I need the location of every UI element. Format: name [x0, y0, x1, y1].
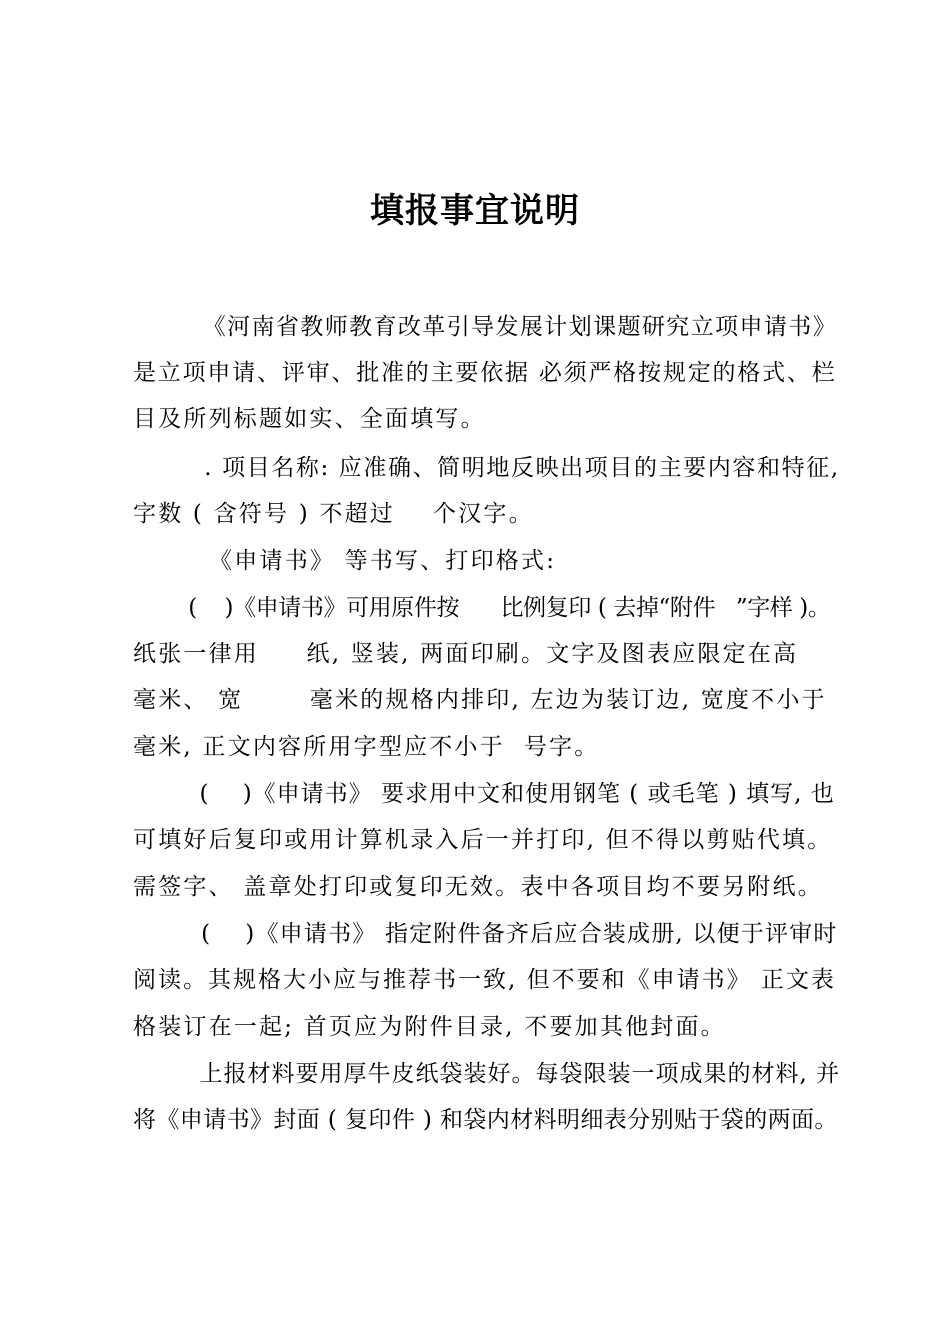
paragraph-line: 需签字、 盖章处打印或复印无效。表中各项目均不要另附纸。 [133, 874, 823, 900]
page-title: 填报事宜说明 [370, 191, 580, 231]
paragraph-line: ( )《申请书》可用原件按 比例复印 ( 去掉“附件 ”字样 )。 [133, 595, 831, 621]
paragraph-line: 毫米、 宽 毫米的规格内排印, 左边为装订边, 宽度不小于 [133, 687, 827, 713]
paragraph-line: 格装订在一起; 首页应为附件目录, 不要加其他封面。 [133, 1014, 726, 1040]
paragraph-line: ( )《申请书》 要求用中文和使用钢笔 ( 或毛笔 ) 填写, 也 [133, 781, 835, 807]
paragraph-line: 阅读。其规格大小应与推荐书一致, 但不要和《申请书》 正文表 [133, 967, 836, 993]
paragraph-line: 目及所列标题如实、全面填写。 [133, 406, 486, 432]
paragraph-line: 字数 ( 含符号 ) 不超过 个汉字。 [133, 501, 534, 527]
paragraph-line: 《申请书》 等书写、打印格式: [133, 548, 557, 574]
paragraph-line: 《河南省教师教育改革引导发展计划课题研究立项申请书》 [133, 314, 838, 340]
paragraph-line: 上报材料要用厚牛皮纸袋装好。每袋限装一项成果的材料, 并 [133, 1061, 841, 1087]
paragraph-line: 纸张一律用 纸, 竖装, 两面印刷。文字及图表应限定在高 [133, 641, 799, 667]
paragraph-line: 将《申请书》封面 ( 复印件 ) 和袋内材料明细表分别贴于袋的两面。 [133, 1107, 838, 1133]
paragraph-line: 是立项申请、评审、批准的主要依据 必须严格按规定的格式、栏 [133, 360, 837, 386]
paragraph-line: 可填好后复印或用计算机录入后一并打印, 但不得以剪贴代填。 [133, 827, 833, 853]
paragraph-line: 毫米, 正文内容所用字型应不小于 号字。 [133, 734, 600, 760]
paragraph-line: . 项目名称: 应准确、简明地反映出项目的主要内容和特征, [133, 455, 840, 481]
paragraph-line: ( )《申请书》 指定附件备齐后应合装成册, 以便于评审时 [133, 921, 838, 947]
